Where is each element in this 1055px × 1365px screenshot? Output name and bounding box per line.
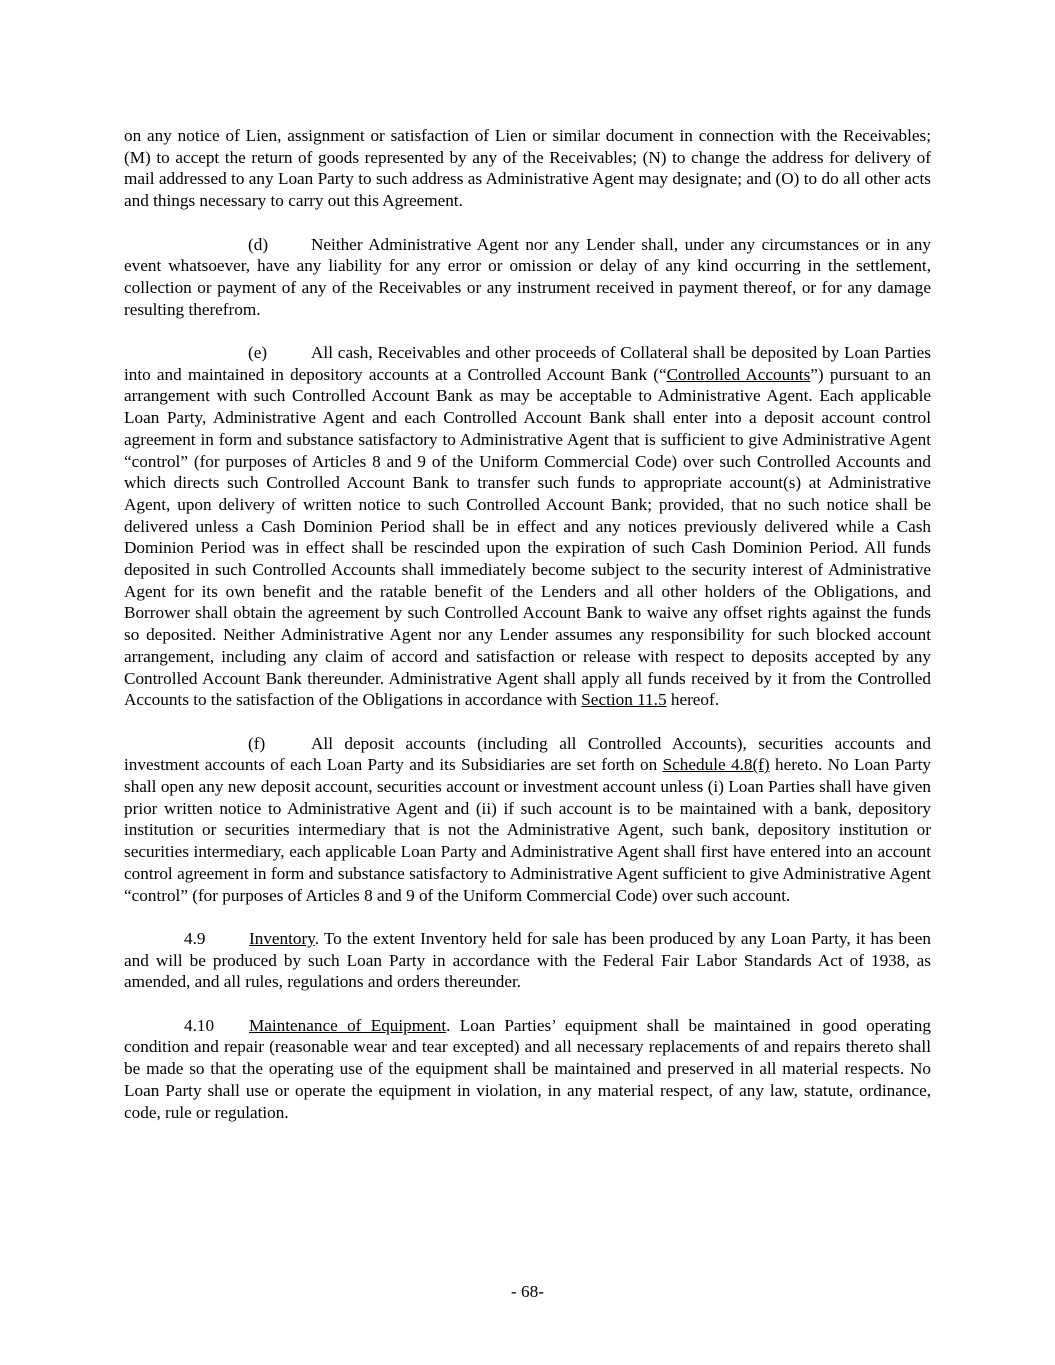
section-reference-link: Section 11.5 bbox=[581, 690, 667, 710]
paragraph-continuation bbox=[124, 125, 931, 212]
clause-marker: (f) bbox=[248, 733, 266, 753]
paragraph-text: on any notice of Lien, assignment or satisfaction of Lien or similar document in connection with the Receivables; (M) to accept the return of goods represented by any of the Receivables; (N) to change the address for delivery of mail addressed to any Loan Party to such address as Administrative Agent may designate; and (O) to do all other acts and things necessary to carry out this Agreement. bbox=[124, 126, 931, 211]
defined-term-controlled-accounts: Controlled Accounts bbox=[666, 364, 811, 384]
clause-marker: (e) bbox=[248, 343, 268, 362]
clause-f bbox=[124, 733, 931, 907]
clause-text: All cash, Receivables and other proceeds of Collateral shall be deposited by Loan Parties into and maintained in depository accounts at a Controlled Account Bank (“ bbox=[124, 343, 931, 384]
clause-text: All deposit accounts (including all Controlled Accounts), securities accounts and investment accounts of each Loan Party and its Subsidiaries are set forth on bbox=[124, 733, 931, 775]
section-4-10 bbox=[124, 1015, 931, 1124]
clause-marker: (d) bbox=[248, 234, 269, 254]
clause-text: hereof. bbox=[666, 690, 720, 710]
page-number: - 68- bbox=[511, 1282, 544, 1301]
clause-text: ”) pursuant to an arrangement with such Controlled Account Bank as may be acceptable to Administrative Agent. Each applicable Loan Party, Administrative Agent and each Controlled Account Bank shall enter into a deposit account control agreement in form and substance satisfactory to Administrative Agent that is sufficient to give Administrative Agent “control” (for purposes of Articles 8 and 9 of the Uniform Commercial Code) over such Controlled Accounts and which directs such Controlled Account Bank to transfer such funds to appropriate account(s) at Administrative Agent, upon delivery of written notice to such Controlled Account Bank; provided, that no such notice shall be delivered unless a Cash Dominion Period shall be in effect and any notices previously delivered while a Cash Dominion Period was in effect shall be rescinded upon the expiration of such Cash Dominion Period. All funds deposited in such Controlled Accounts shall immediately become subject to the security interest of Administrative Agent for its own benefit and the ratable benefit of the Lenders and all other holders of the Obligations, and Borrower shall obtain the agreement by such Controlled Account Bank to waive any offset rights against the funds so deposited. Neither Administrative Agent nor any Lender assumes any responsibility for such blocked account arrangement, including any claim of accord and satisfaction or release with respect to deposits accepted by any Controlled Account Bank thereunder. Administrative Agent shall apply all funds received by it from the Controlled Accounts to the satisfaction of the Obligations in accordance with bbox=[124, 364, 932, 710]
document-page bbox=[124, 125, 931, 1123]
clause-d bbox=[124, 234, 931, 321]
section-text: . Loan Parties’ equipment shall be maintained in good operating condition and repair (reasonable wear and tear excepted) and all necessary replacements of and repairs thereto shall be made so that the operating use of the equipment shall be maintained and preserved in all material respects. No Loan Party shall use or operate the equipment in violation, in any material respect, of any law, statute, ordinance, code, rule or regulation. bbox=[124, 1015, 931, 1122]
section-number: 4.9 bbox=[184, 928, 206, 948]
section-4-9 bbox=[124, 928, 931, 993]
schedule-reference-link: Schedule 4.8(f) bbox=[662, 755, 770, 775]
clause-e bbox=[124, 342, 931, 711]
section-text: . To the extent Inventory held for sale has been produced by any Loan Party, it has been and will be produced by such Loan Party in accordance with the Federal Fair Labor Standards Act of 1938, as amended, and all rules, regulations and orders thereunder. bbox=[124, 928, 931, 992]
section-heading: Maintenance of Equipment bbox=[249, 1015, 447, 1035]
clause-text: Neither Administrative Agent nor any Lender shall, under any circumstances or in any event whatsoever, have any liability for any error or omission or delay of any kind occurring in the settlement, collection or payment of any of the Receivables or any instrument received in payment thereof, or for any damage resulting therefrom. bbox=[124, 234, 931, 319]
clause-text: hereto. No Loan Party shall open any new deposit account, securities account or investment account unless (i) Loan Parties shall have given prior written notice to Administrative Agent and (ii) if such account is to be maintained with a bank, depository institution or securities intermediary that is not the Administrative Agent, such bank, depository institution or securities intermediary, each applicable Loan Party and Administrative Agent shall first have entered into an account control agreement in form and substance satisfactory to Administrative Agent sufficient to give Administrative Agent “control” (for purposes of Articles 8 and 9 of the Uniform Commercial Code) over such account. bbox=[124, 755, 931, 905]
section-number: 4.10 bbox=[184, 1015, 215, 1035]
section-heading: Inventory bbox=[249, 928, 315, 948]
